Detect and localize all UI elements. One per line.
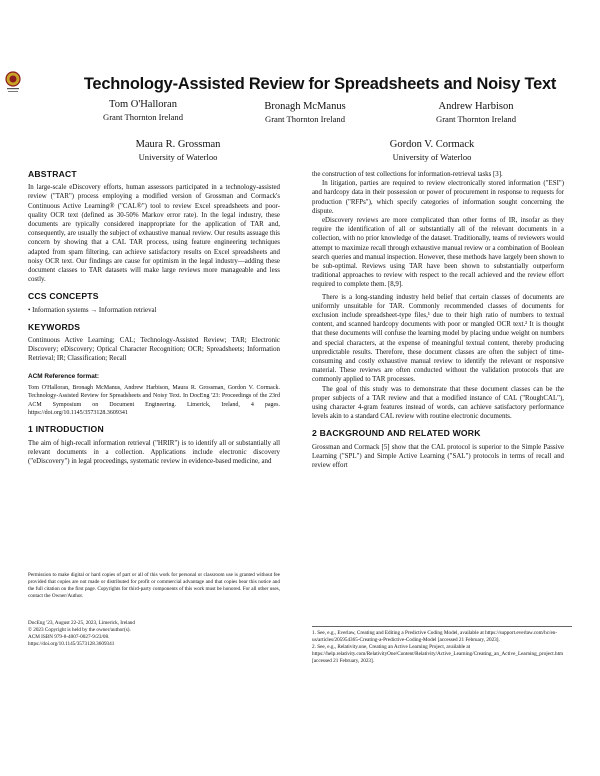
author-name: Tom O'Halloran xyxy=(109,99,177,110)
acm-reference-text: Tom O'Halloran, Bronagh McManus, Andrew Harbison, Maura R. Grossman, Gordon V. Cormack. Technology-Assisted Review for Spreadsheets and Noisy Text. In DocEng '23: Proceedings of the 23rd ACM Symposium on Document Engineering. Limerick, Ireland, 4 pages. https://doi.org/10.1145/3573128.3609341 xyxy=(28,384,280,417)
meta-line: © 2023 Copyright is held by the owner/author(s). xyxy=(28,627,131,633)
ccs-heading: CCS CONCEPTS xyxy=(28,291,99,302)
footnote: 2. See, e.g., Relativity.one, Creating an Active Learning Project, available at https://help.relativity.com/RelativityOne/Content/Relativity/Active_Learning/Creating_an_Active_Learning_project.htm [accessed 21 February, 2023]. xyxy=(312,644,564,664)
abstract-text: In large-scale eDiscovery efforts, human assessors participated in a technology-assisted review ("TAR") process employing a modified version of Grossman and Cormack's Continuous Active Learning® ("CAL®") tool to review Excel spreadsheets and poor-quality OCR text (defined as 30-50% Markov error rate). In the legal industry, these documents are typically considered inappropriate for the application of TAR and, consequently, are usually the subject of exhaustive manual review. Our results assuage this concern by showing that a CAL TAR process, using feature engineering techniques adapted from spam filtering, can achieve satisfactory results on Excel spreadsheets and noisy OCR text. Our findings are cause for optimism in the legal industry—adding these document classes to TAR datasets will make large reviews more manageable and less costly. xyxy=(28,184,280,284)
right-column xyxy=(312,170,564,478)
abstract-heading: ABSTRACT xyxy=(28,169,77,179)
background-section xyxy=(312,429,564,470)
author-name: Bronagh McManus xyxy=(264,101,346,112)
author-block xyxy=(240,101,370,125)
footnote: 1. See, e.g., Everlaw, Creating and Editing a Predictive Coding Model, available at https://support.everlaw.com/hc/en-us/articles/205954365-Creating-a-Predictive-Coding-Model [accessed 21 February, 2023]. xyxy=(312,630,558,643)
footnotes xyxy=(312,626,572,665)
body-paragraph: The goal of this study was to demonstrate that these document classes can be the proper subjects of a TAR review and that a modified instance of CAL ("RoughCAL"), using character 4-gram features instead of words, can achieve satisfactory performance levels akin to a standard CAL review with routine electronic documents. xyxy=(312,385,564,421)
acm-reference-section xyxy=(28,372,280,418)
body-paragraph: eDiscovery reviews are more complicated than other forms of IR, insofar as they require the identification of all or substantially all of the relevant documents in a collection, with no prior knowledge of the dataset. Traditionally, teams of reviewers would attempt to maximize recall through exhaustive manual review or a combination of Boolean search queries and manual inspection. However, these methods have largely been shown to be sub-optimal. Reviews using TAR have been shown to substantially outperform traditional approaches to review with respect to the recall achieved and the review effort required to complete them. [8,9]. xyxy=(312,217,564,289)
acm-reference-heading: ACM Reference format: xyxy=(28,372,100,380)
left-column xyxy=(28,170,280,474)
meta-line: ACM ISBN 979-8-4007-0027-9/23/08. xyxy=(28,634,110,640)
keywords-text: Continuous Active Learning; CAL; Technology-Assisted Review; TAR; Electronic Discovery; eDiscovery; Optical Character Recognition; OCR; Spreadsheets; Information Retrieval; IR; Classification; Recall xyxy=(28,337,280,363)
author-affiliation: Grant Thornton Ireland xyxy=(264,114,346,124)
author-block xyxy=(362,139,502,163)
meta-line: https://doi.org/10.1145/3573128.3609341 xyxy=(28,641,115,647)
author-block xyxy=(78,99,208,123)
author-affiliation: University of Waterloo xyxy=(392,152,472,162)
background-heading: 2 BACKGROUND AND RELATED WORK xyxy=(312,428,481,439)
permission-notice: Permission to make digital or hard copies of part or all of this work for personal or classroom use is granted without fee provided that copies are not made or distributed for profit or commercial advantage and that copies bear this notice and the full citation on the first page. Copyrights for third-party components of this work must be honored. For all other uses, contact the Owner/Author. xyxy=(28,572,280,599)
ccs-section xyxy=(28,292,280,314)
ccs-text: • Information systems → Information retrieval xyxy=(28,306,157,314)
background-text: Grossman and Cormack [5] show that the CAL protocol is superior to the Simple Passive Learning ("SPL") and Simple Active Learning ("SAL") protocols in terms of recall and review effort xyxy=(312,443,564,470)
keywords-heading: KEYWORDS xyxy=(28,321,81,332)
acm-logo-icon xyxy=(4,70,22,96)
introduction-text: The aim of high-recall information retrieval ("HRIR") is to identify all or substantially all relevant documents in a collection. Applications include electronic discovery ("eDiscovery") in legal proceedings, systematic review in evidence-based medicine, and xyxy=(28,439,280,466)
author-name: Andrew Harbison xyxy=(438,101,514,112)
author-block xyxy=(108,139,248,163)
publication-meta xyxy=(28,620,280,648)
meta-line: DocEng '23, August 22-25, 2023, Limerick, Ireland xyxy=(28,620,135,626)
abstract-section xyxy=(28,170,280,284)
author-affiliation: Grant Thornton Ireland xyxy=(102,112,184,122)
body-paragraph: There is a long-standing industry held belief that certain classes of documents are uniformly unsuitable for TAR. Commonly recommended classes of documents for exclusion include spreadsheet-type files,¹ due to their high ratio of numbers to textual content, and scanned hardcopy documents with poor or mangled OCR text.² It is thought that these documents will confuse the learning model by placing undue weight on numbers and special characters, at the expense of meaningful textual content, thereby producing unpredictable results. Therefore, these document classes are often the subject of time-consuming and costly exhaustive manual review to identify the relevant or responsive material. These reviews are often conducted without the validation protocols that are commonly applied to TAR processes. xyxy=(312,293,564,384)
author-affiliation: University of Waterloo xyxy=(138,152,218,162)
body-paragraph: the construction of test collections for information-retrieval tasks [3]. xyxy=(312,171,503,178)
paper-title: Technology-Assisted Review for Spreadsheets and Noisy Text xyxy=(83,75,557,93)
author-name: Maura R. Grossman xyxy=(135,139,221,150)
author-name: Gordon V. Cormack xyxy=(389,139,475,150)
body-paragraph: In litigation, parties are required to review electronically stored information ("ESI") and hardcopy data in their possession or power of procurement in response to requests for production ("RFPs"), which specify categories of information sought concerning the dispute. xyxy=(312,180,564,215)
author-block xyxy=(406,101,546,125)
keywords-section xyxy=(28,323,280,364)
introduction-heading: 1 INTRODUCTION xyxy=(28,424,104,435)
author-affiliation: Grant Thornton Ireland xyxy=(435,114,517,124)
introduction-section xyxy=(28,425,280,466)
